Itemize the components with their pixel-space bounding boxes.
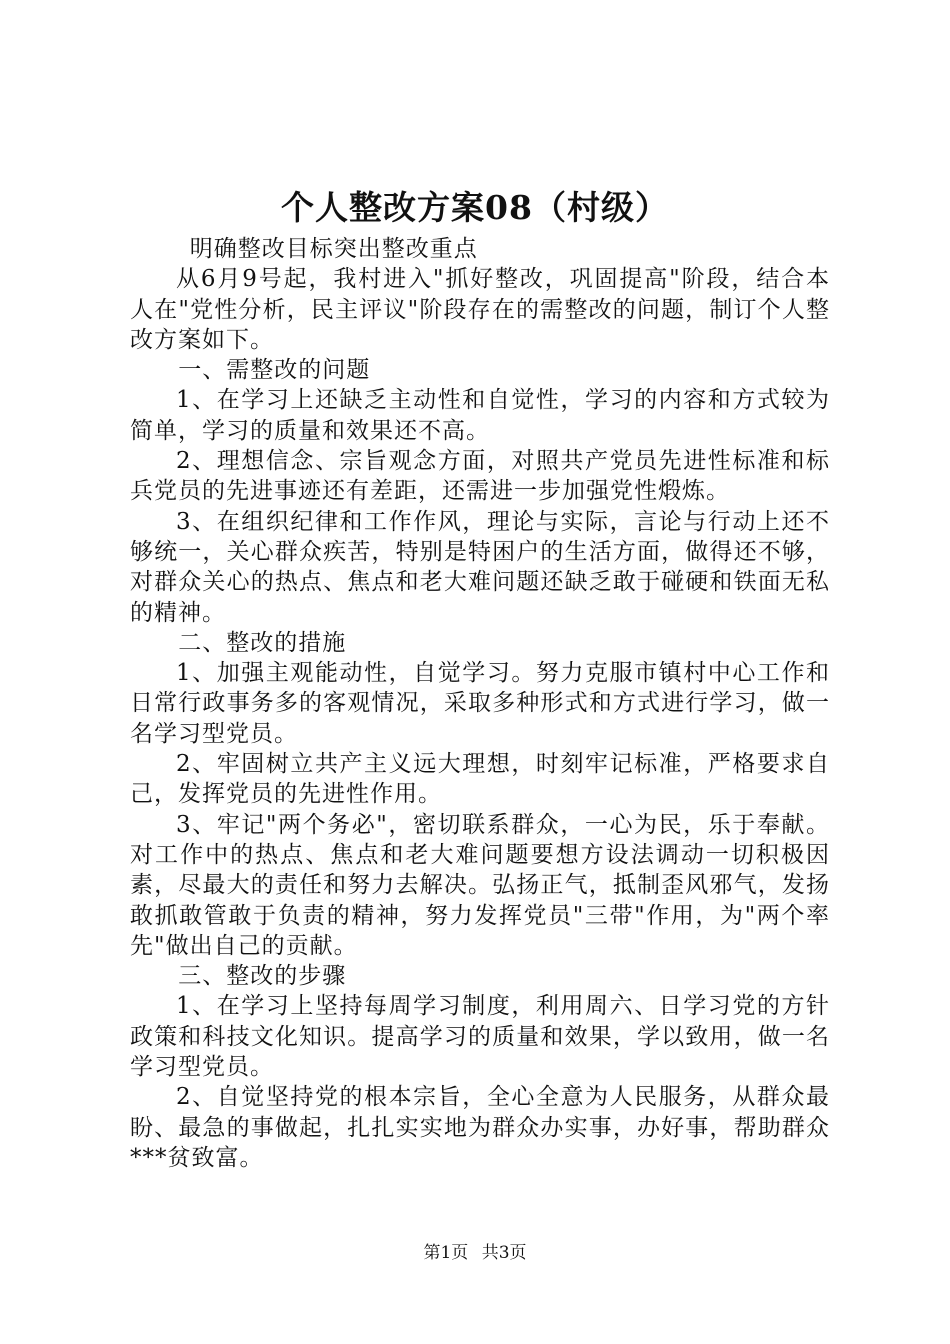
section-item: 2、理想信念、宗旨观念方面，对照共产党员先进性标准和标兵党员的先进事迹还有差距，还需进一步加强党性煅炼。: [130, 448, 830, 505]
document-title: 个人整改方案08（村级）: [281, 188, 669, 227]
section-heading: 三、整改的步骤: [178, 963, 347, 990]
document-body: [130, 234, 830, 1173]
page-footer: [0, 1241, 950, 1265]
section-item: 1、在学习上还缺乏主动性和自觉性，学习的内容和方式较为简单，学习的质量和效果还不高。: [130, 387, 830, 444]
section-item: 3、在组织纪律和工作作风，理论与实际，言论与行动上还不够统一，关心群众疾苦，特别是特困户的生活方面，做得还不够，对群众关心的热点、焦点和老大难问题还缺乏敢于碰硬和铁面无私的精神。: [130, 508, 830, 626]
section-item: 2、自觉坚持党的根本宗旨，全心全意为人民服务，从群众最盼、最急的事做起，扎扎实实地为群众办实事，办好事，帮助群众***贫致富。: [130, 1084, 830, 1171]
page-number: 第1页: [423, 1243, 469, 1263]
intro-paragraph: 从6月9号起，我村进入"抓好整改，巩固提高"阶段，结合本人在"党性分析，民主评议"阶段存在的需整改的问题，制订个人整改方案如下。: [130, 266, 830, 353]
section-item: 3、牢记"两个务必"，密切联系群众，一心为民，乐于奉献。对工作中的热点、焦点和老大难问题要想方设法调动一切积极因素，尽最大的责任和努力去解决。弘扬正气，抵制歪风邪气，发扬敢抓敢管敢于负责的精神，努力发挥党员"三带"作用，为"两个率先"做出自己的贡献。: [130, 811, 830, 959]
section-heading: 二、整改的措施: [178, 629, 347, 656]
page-total: 共3页: [481, 1243, 527, 1263]
section-item: 1、在学习上坚持每周学习制度，利用周六、日学习党的方针政策和科技文化知识。提高学习的质量和效果，学以致用，做一名学习型党员。: [130, 993, 830, 1081]
document-subtitle: 明确整改目标突出整改重点: [189, 236, 478, 262]
section-item: 2、牢固树立共产主义远大理想，时刻牢记标准，严格要求自己，发挥党员的先进性作用。: [130, 751, 830, 808]
section-heading: 一、需整改的问题: [178, 357, 371, 384]
section-item: 1、加强主观能动性，自觉学习。努力克服市镇村中心工作和日常行政事务多的客观情况，采取多种形式和方式进行学习，做一名学习型党员。: [130, 660, 830, 747]
